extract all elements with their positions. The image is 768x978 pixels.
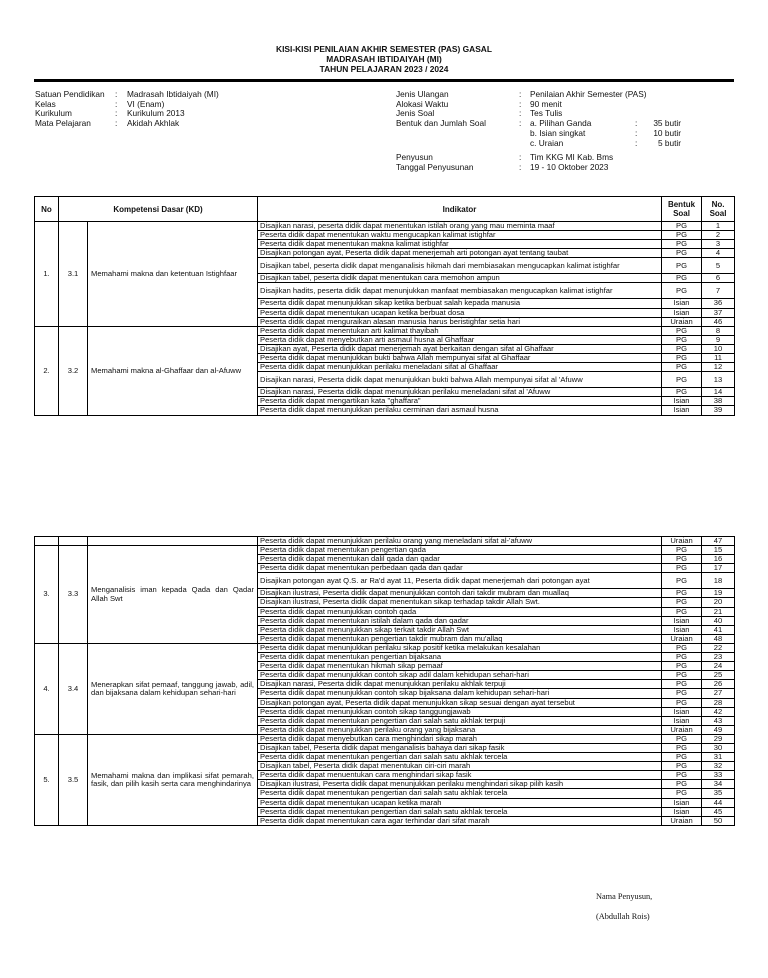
no-soal-cell: 24 — [702, 662, 735, 671]
no-soal-cell: 42 — [702, 707, 735, 716]
bentuk-soal-cell: PG — [662, 643, 702, 652]
bentuk-soal-cell: PG — [662, 780, 702, 789]
bentuk-soal-cell: PG — [662, 363, 702, 372]
bentuk-soal-cell: Uraian — [662, 537, 702, 546]
no-soal-cell: 28 — [702, 698, 735, 707]
bentuk-soal-cell: PG — [662, 698, 702, 707]
no-soal-cell: 14 — [702, 388, 735, 397]
bentuk-soal-cell: Uraian — [662, 317, 702, 326]
indikator-cell: Peserta didik dapat menunjukkan perilaku orang yang bijaksana — [258, 725, 662, 734]
bentuk-soal-cell: PG — [662, 240, 702, 249]
no-soal-cell: 25 — [702, 671, 735, 680]
bentuk-soal-cell: PG — [662, 249, 702, 258]
bentuk-soal-cell: Isian — [662, 397, 702, 406]
indikator-cell: Disajikan potongan ayat, Peserta didik dapat menerjemah arti potongan ayat tentang taubat — [258, 249, 662, 258]
indikator-cell: Peserta didik dapat menentukan ucapan ketika marah — [258, 798, 662, 807]
empty-kd-number-cell — [59, 537, 88, 546]
group-no-cell: 1. — [35, 222, 59, 327]
no-soal-cell: 35 — [702, 789, 735, 798]
no-soal-cell: 38 — [702, 397, 735, 406]
no-soal-cell: 47 — [702, 537, 735, 546]
header-kd: Kompetensi Dasar (KD) — [59, 197, 258, 222]
bentuk-soal-cell: PG — [662, 231, 702, 240]
info-colon: : — [635, 118, 638, 129]
indikator-cell: Peserta didik dapat mengartikan kata "ghaffara" — [258, 397, 662, 406]
bentuk-soal-cell: PG — [662, 789, 702, 798]
info-value: VI (Enam) — [127, 98, 165, 109]
doc-title-line1: KISI-KISI PENILAIAN AKHIR SEMESTER (PAS) GASAL — [276, 44, 492, 54]
indikator-cell: Peserta didik dapat menentukan arti kalimat thayibah — [258, 326, 662, 335]
no-soal-cell: 4 — [702, 249, 735, 258]
info-value: Akidah Akhlak — [127, 118, 180, 129]
bentuk-soal-cell: PG — [662, 335, 702, 344]
bentuk-soal-cell: PG — [662, 753, 702, 762]
indikator-cell: Disajikan narasi, peserta didik dapat menentukan istilah orang yang mau meminta maaf — [258, 222, 662, 231]
kd-description-cell: Menerapkan sifat pemaaf, tanggung jawab, adil, dan bijaksana dalam kehidupan sehari-hari — [88, 643, 258, 734]
info-colon: : — [635, 137, 638, 148]
info-colon: : — [519, 108, 522, 119]
bentuk-soal-cell: Uraian — [662, 634, 702, 643]
bentuk-soal-cell: PG — [662, 680, 702, 689]
info-label: Kelas — [35, 98, 56, 109]
info-bentuk-uraian — [396, 139, 681, 149]
bentuk-soal-cell: PG — [662, 689, 702, 698]
info-label: Bentuk dan Jumlah Soal — [396, 118, 486, 129]
bentuk-soal-cell: PG — [662, 598, 702, 607]
no-soal-cell: 5 — [702, 258, 735, 274]
group-no-cell: 4. — [35, 643, 59, 734]
info-label: Satuan Pendidikan — [35, 89, 105, 99]
no-soal-cell: 1 — [702, 222, 735, 231]
bentuk-soal-cell: PG — [662, 372, 702, 388]
indikator-cell: Peserta didik dapat menunjukkan sikap ketika berbuat salah kepada manusia — [258, 299, 662, 308]
doc-title-line3: TAHUN PELAJARAN 2023 / 2024 — [319, 64, 449, 74]
bentuk-soal-cell: PG — [662, 762, 702, 771]
header-no-soal: No. Soal — [702, 197, 735, 222]
kisi-table-2 — [34, 536, 735, 826]
kd-description-cell: Menganalisis iman kepada Qada dan Qadar Allah Swt — [88, 546, 258, 644]
info-colon: : — [519, 98, 522, 109]
indikator-cell: Peserta didik dapat menentukan makna kalimat istighfar — [258, 240, 662, 249]
indikator-cell: Peserta didik dapat menguraikan alasan manusia harus beristighfar setia hari — [258, 317, 662, 326]
indikator-cell: Peserta didik dapat menentukan pengertian bijaksana — [258, 653, 662, 662]
kd-number-cell: 3.1 — [59, 222, 88, 327]
indikator-cell: Peserta didik dapat menentukan pengertian takdir mubram dan mu'allaq — [258, 634, 662, 643]
kd-number-cell: 3.3 — [59, 546, 88, 644]
indikator-cell: Disajikan tabel, Peserta didik dapat menganalisis bahaya dari sikap fasik — [258, 743, 662, 752]
indikator-cell: Peserta didik dapat menunjukkan perilaku sikap positif ketika melakukan kesalahan — [258, 643, 662, 652]
no-soal-cell: 34 — [702, 780, 735, 789]
bentuk-soal-cell: PG — [662, 274, 702, 283]
no-soal-cell: 9 — [702, 335, 735, 344]
kd-number-cell: 3.4 — [59, 643, 88, 734]
no-soal-cell: 10 — [702, 344, 735, 353]
indikator-cell: Peserta didik dapat menuentukan cara menghindari sikap fasik — [258, 771, 662, 780]
indikator-cell: Disajikan narasi, Peserta didik dapat menunjukkan perilaku akhlak terpuji — [258, 680, 662, 689]
no-soal-cell: 11 — [702, 354, 735, 363]
signature-name: (Abdullah Rois) — [596, 912, 650, 921]
info-colon: : — [115, 118, 118, 129]
no-soal-cell: 45 — [702, 807, 735, 816]
no-soal-cell: 31 — [702, 753, 735, 762]
no-soal-cell: 6 — [702, 274, 735, 283]
bentuk-soal-cell: PG — [662, 743, 702, 752]
indikator-cell: Peserta didik dapat menentukan pengertian dari salah satu akhlak tercela — [258, 807, 662, 816]
no-soal-cell: 27 — [702, 689, 735, 698]
bentuk-soal-cell: PG — [662, 662, 702, 671]
bentuk-item-name: c. Uraian — [530, 137, 564, 148]
no-soal-cell: 49 — [702, 725, 735, 734]
indikator-cell: Peserta didik dapat menentukan istilah dalam qada dan qadar — [258, 616, 662, 625]
info-colon: : — [519, 161, 522, 172]
bentuk-soal-cell: PG — [662, 653, 702, 662]
bentuk-soal-cell: PG — [662, 564, 702, 573]
indikator-cell: Peserta didik dapat menunjukkan contoh sikap tanggungjawab — [258, 707, 662, 716]
bentuk-soal-cell: PG — [662, 607, 702, 616]
no-soal-cell: 50 — [702, 816, 735, 825]
info-tanggal — [396, 163, 681, 173]
bentuk-soal-cell: Isian — [662, 716, 702, 725]
info-label: Alokasi Waktu — [396, 98, 449, 109]
info-left — [35, 90, 219, 129]
indikator-cell: Disajikan ilustrasi, Peserta didik dapat menentukan sikap terhadap takdir Allah Swt. — [258, 598, 662, 607]
header-rule — [34, 79, 734, 82]
indikator-cell: Peserta didik dapat menentukan cara agar terhindar dari sifat marah — [258, 816, 662, 825]
table-row — [35, 326, 735, 335]
info-colon: : — [115, 89, 118, 99]
indikator-cell: Disajikan ayat, Peserta didik dapat menerjemah ayat berkaitan dengan sifat al Ghaffaar — [258, 344, 662, 353]
info-value: Tes Tulis — [530, 108, 563, 119]
indikator-cell: Peserta didik dapat menentukan pengertian dari salah satu akhlak tercela — [258, 753, 662, 762]
bentuk-item-count: 10 butir — [653, 127, 681, 138]
bentuk-soal-cell: PG — [662, 589, 702, 598]
indikator-cell: Disajikan potongan ayat Q.S. ar Ra'd ayat 11, Peserta didik dapat menerjemah dari potongan ayat — [258, 573, 662, 589]
no-soal-cell: 21 — [702, 607, 735, 616]
indikator-cell: Peserta didik dapat menentukan hikmah sikap pemaaf — [258, 662, 662, 671]
header-indikator: Indikator — [258, 197, 662, 222]
info-label: Kurikulum — [35, 108, 72, 119]
info-colon: : — [115, 108, 118, 119]
header-no: No — [35, 197, 59, 222]
group-no-cell: 3. — [35, 546, 59, 644]
bentuk-soal-cell: Isian — [662, 308, 702, 317]
bentuk-soal-cell: Isian — [662, 798, 702, 807]
no-soal-cell: 15 — [702, 546, 735, 555]
bentuk-soal-cell: PG — [662, 388, 702, 397]
no-soal-cell: 41 — [702, 625, 735, 634]
indikator-cell: Peserta didik dapat menyebutkan arti asmaul husna al Ghaffaar — [258, 335, 662, 344]
indikator-cell: Peserta didik dapat menentukan pengertian dari salah satu akhlak tercela — [258, 789, 662, 798]
indikator-cell: Peserta didik dapat menentukan perbedaan qada dan qadar — [258, 564, 662, 573]
bentuk-soal-cell: PG — [662, 258, 702, 274]
indikator-cell: Peserta didik dapat menunjukkan sikap terkait takdir Allah Swt — [258, 625, 662, 634]
doc-title-line2: MADRASAH IBTIDAIYAH (MI) — [326, 54, 442, 64]
indikator-cell: Peserta didik dapat menunjukkan contoh qada — [258, 607, 662, 616]
info-label: Jenis Soal — [396, 108, 435, 119]
no-soal-cell: 44 — [702, 798, 735, 807]
no-soal-cell: 39 — [702, 406, 735, 415]
bentuk-soal-cell: Isian — [662, 707, 702, 716]
no-soal-cell: 23 — [702, 653, 735, 662]
indikator-cell: Peserta didik dapat menyebutkan cara menghindari sikap marah — [258, 734, 662, 743]
bentuk-soal-cell: Uraian — [662, 816, 702, 825]
info-left-row — [35, 119, 219, 129]
indikator-cell: Disajikan tabel, Peserta didik dapat menentukan ciri-ciri marah — [258, 762, 662, 771]
no-soal-cell: 46 — [702, 317, 735, 326]
kd-number-cell: 3.5 — [59, 734, 88, 825]
indikator-cell: Peserta didik dapat menunjukkan contoh sikap bijaksana dalam kehidupan sehari-hari — [258, 689, 662, 698]
bentuk-soal-cell: PG — [662, 326, 702, 335]
bentuk-item-count: 35 butir — [653, 118, 681, 129]
indikator-cell: Disajikan tabel, peserta didik dapat menentukan cara memohon ampun — [258, 274, 662, 283]
no-soal-cell: 19 — [702, 589, 735, 598]
info-value: 90 menit — [530, 98, 562, 109]
indikator-cell: Peserta didik dapat menentukan pengertian dari salah satu akhlak terpuji — [258, 716, 662, 725]
bentuk-soal-cell: Isian — [662, 625, 702, 634]
no-soal-cell: 13 — [702, 372, 735, 388]
indikator-cell: Peserta didik dapat menunjukkan perilaku meneladani sifat al Ghaffaar — [258, 363, 662, 372]
no-soal-cell: 37 — [702, 308, 735, 317]
info-label: Jenis Ulangan — [396, 89, 449, 99]
bentuk-item-count: 5 butir — [657, 137, 681, 148]
info-label: Tanggal Penyusunan — [396, 161, 474, 172]
info-value: Penilaian Akhir Semester (PAS) — [530, 89, 647, 99]
group-no-cell: 2. — [35, 326, 59, 415]
no-soal-cell: 2 — [702, 231, 735, 240]
no-soal-cell: 30 — [702, 743, 735, 752]
no-soal-cell: 48 — [702, 634, 735, 643]
indikator-cell: Peserta didik dapat menentukan ucapan ketika berbuat dosa — [258, 308, 662, 317]
no-soal-cell: 33 — [702, 771, 735, 780]
info-label: Mata Pelajaran — [35, 118, 91, 129]
indikator-cell: Disajikan narasi, Peserta didik dapat menunjukkan perilaku meneladani sifat al 'Afuww — [258, 388, 662, 397]
bentuk-soal-cell: PG — [662, 734, 702, 743]
bentuk-soal-cell: PG — [662, 546, 702, 555]
no-soal-cell: 29 — [702, 734, 735, 743]
indikator-cell: Disajikan narasi, Peserta didik dapat menunjukkan bukti bahwa Allah mempunyai sifat al 'Afuww — [258, 372, 662, 388]
indikator-cell: Disajikan ilustrasi, Peserta didik dapat menunjukkan contoh dari takdir mubram dan muallaq — [258, 589, 662, 598]
no-soal-cell: 26 — [702, 680, 735, 689]
kd-description-cell: Memahami makna dan ketentuan Istighfaar — [88, 222, 258, 327]
info-colon: : — [635, 127, 638, 138]
bentuk-item-name: b. Isian singkat — [530, 127, 586, 138]
bentuk-soal-cell: PG — [662, 771, 702, 780]
bentuk-soal-cell: Isian — [662, 616, 702, 625]
info-value: Tim KKG MI Kab. Bms — [530, 152, 614, 163]
bentuk-soal-cell: Isian — [662, 406, 702, 415]
info-colon: : — [519, 118, 522, 129]
indikator-cell: Peserta didik dapat menentukan dalil qada dan qadar — [258, 555, 662, 564]
indikator-cell: Peserta didik dapat menentukan pengertian qada — [258, 546, 662, 555]
no-soal-cell: 17 — [702, 564, 735, 573]
header-bentuk-soal: Bentuk Soal — [662, 197, 702, 222]
empty-kd-cell — [88, 537, 258, 546]
indikator-cell: Peserta didik dapat menunjukkan contoh sikap adil dalam kehidupan sehari-hari — [258, 671, 662, 680]
no-soal-cell: 16 — [702, 555, 735, 564]
info-value: 19 - 10 Oktober 2023 — [530, 161, 609, 172]
table-header-row — [35, 197, 735, 222]
bentuk-soal-cell: Uraian — [662, 725, 702, 734]
no-soal-cell: 8 — [702, 326, 735, 335]
empty-no-cell — [35, 537, 59, 546]
indikator-cell: Disajikan tabel, peserta didik dapat menganalisis hikmah dari membiasakan mengucapkan kalimat istighfar — [258, 258, 662, 274]
bentuk-soal-cell: PG — [662, 555, 702, 564]
bentuk-item-name: a. Pilihan Ganda — [530, 118, 592, 129]
indikator-cell: Disajikan hadits, peserta didik dapat menunjukkan manfaat membiasakan mengucapkan kalimat istighfar — [258, 283, 662, 299]
no-soal-cell: 36 — [702, 299, 735, 308]
indikator-cell: Peserta didik dapat menentukan waktu mengucapkan kalimat istighfar — [258, 231, 662, 240]
signature-label: Nama Penyusun, — [596, 892, 653, 901]
info-colon: : — [519, 152, 522, 163]
indikator-cell: Peserta didik dapat menunjukkan perilaku cerminan dari asmaul husna — [258, 406, 662, 415]
indikator-cell: Disajikan potongan ayat, Peserta didik dapat menunjukkan sikap sesuai dengan ayat tersebut — [258, 698, 662, 707]
indikator-cell: Peserta didik dapat menunjukkan bukti bahwa Allah mempunyai sifat al Ghaffaar — [258, 354, 662, 363]
no-soal-cell: 32 — [702, 762, 735, 771]
kisi-table-1 — [34, 196, 735, 416]
no-soal-cell: 22 — [702, 643, 735, 652]
info-colon: : — [115, 98, 118, 109]
bentuk-soal-cell: Isian — [662, 299, 702, 308]
info-value: Madrasah Ibtidaiyah (MI) — [127, 89, 219, 99]
group-no-cell: 5. — [35, 734, 59, 825]
info-label: Penyusun — [396, 152, 433, 163]
no-soal-cell: 43 — [702, 716, 735, 725]
info-right — [396, 90, 681, 173]
no-soal-cell: 18 — [702, 573, 735, 589]
no-soal-cell: 3 — [702, 240, 735, 249]
kd-description-cell: Memahami makna al-Ghaffaar dan al-Afuww — [88, 326, 258, 415]
info-colon: : — [519, 89, 522, 99]
bentuk-soal-cell: PG — [662, 283, 702, 299]
info-value: Kurikulum 2013 — [127, 108, 185, 119]
bentuk-soal-cell: Isian — [662, 807, 702, 816]
bentuk-soal-cell: PG — [662, 573, 702, 589]
bentuk-soal-cell: PG — [662, 354, 702, 363]
bentuk-soal-cell: PG — [662, 344, 702, 353]
no-soal-cell: 12 — [702, 363, 735, 372]
no-soal-cell: 7 — [702, 283, 735, 299]
indikator-cell: Peserta didik dapat menunjukkan perilaku orang yang meneladani sifat al-'afuww — [258, 537, 662, 546]
bentuk-soal-cell: PG — [662, 222, 702, 231]
indikator-cell: Disajikan ilustrasi, Peserta didik dapat menunjukkan perilaku menghindari sikap pilih kasih — [258, 780, 662, 789]
no-soal-cell: 40 — [702, 616, 735, 625]
kd-number-cell: 3.2 — [59, 326, 88, 415]
bentuk-soal-cell: PG — [662, 671, 702, 680]
no-soal-cell: 20 — [702, 598, 735, 607]
kd-description-cell: Memahami makna dan implikasi sifat pemarah, fasik, dan pilih kasih serta cara menghindarinya — [88, 734, 258, 825]
